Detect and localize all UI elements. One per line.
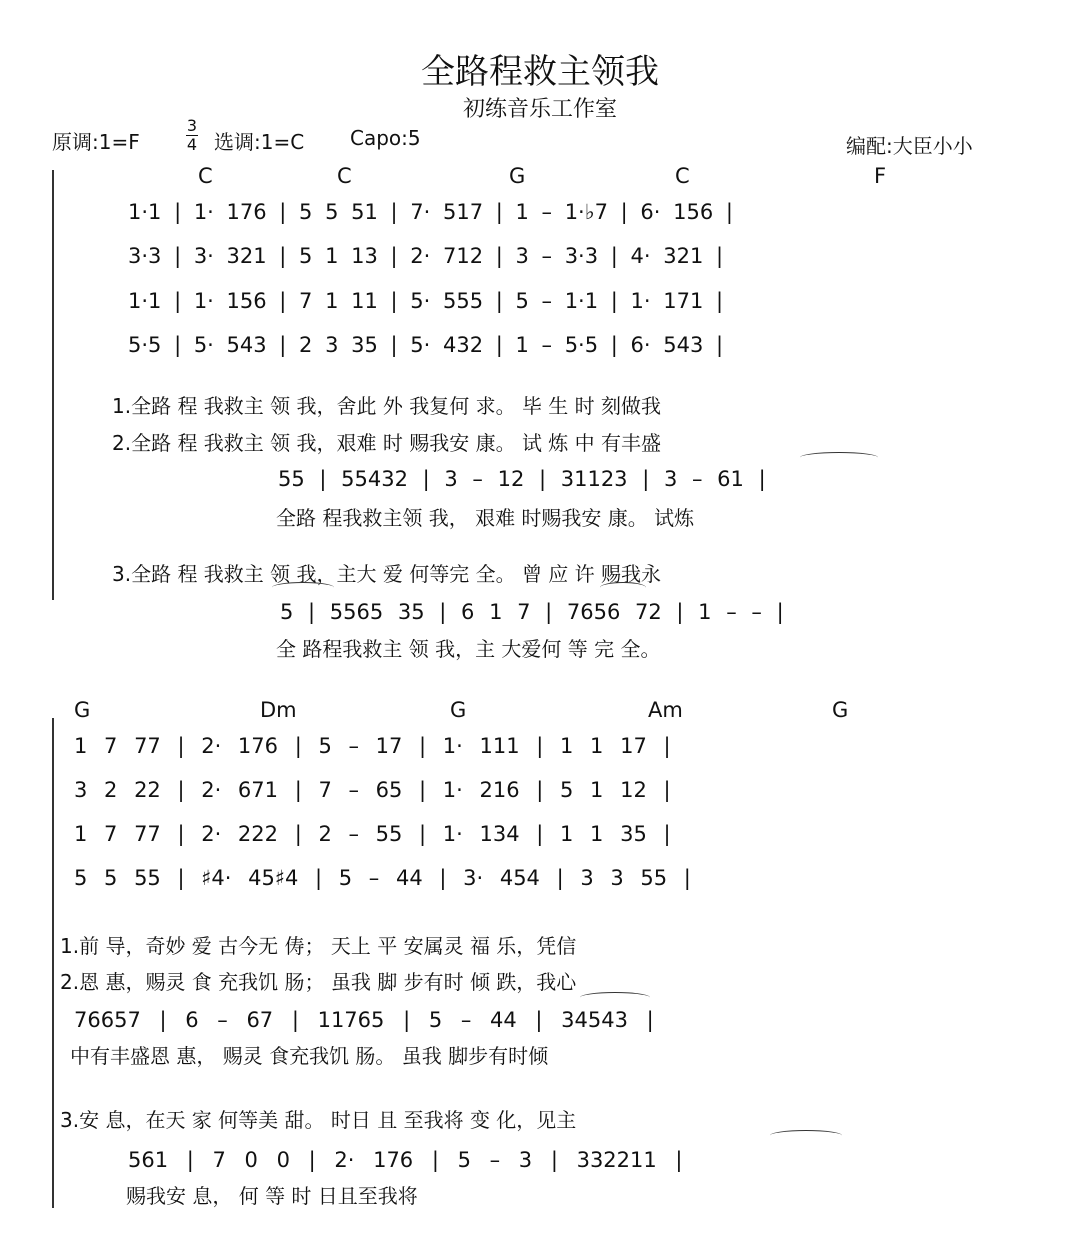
- harmony-lyric: 全 路程我救主 领 我，主 大爱何 等 完 全。: [276, 637, 661, 661]
- page-title: 全路程救主领我: [421, 52, 659, 92]
- tie-mark: [580, 992, 650, 1003]
- chord-label: C: [337, 164, 352, 188]
- page-subtitle: 初练音乐工作室: [462, 97, 617, 122]
- time-signature: [186, 118, 198, 153]
- tie-mark: [770, 1130, 842, 1141]
- chord-label: Am: [648, 698, 683, 722]
- notation-row: 1·1 | 1· 156 | 7 1 11 | 5· 555 | 5 – 1·1 | 1· 171 |: [128, 289, 724, 313]
- notation-row: 1 7 77 | 2· 176 | 5 – 17 | 1· 111 | 1 1 17 |: [74, 734, 671, 758]
- system2-brace: [52, 718, 54, 1208]
- tie-mark: [600, 582, 646, 593]
- lyric-verse-2: 2.全路 程 我救主 领 我，艰难 时 赐我安 康。 试 炼 中 有丰盛: [112, 431, 662, 455]
- original-key: 原调:1=F: [52, 130, 140, 154]
- chord-label: F: [874, 164, 887, 188]
- arranger: 编配:大臣小小: [846, 134, 973, 158]
- time-numerator: 3: [186, 116, 198, 135]
- chord-label: G: [74, 698, 91, 722]
- harmony-lyric: 全路 程我救主领 我， 艰难 时赐我安 康。 试炼: [276, 506, 695, 530]
- chord-label: C: [675, 164, 690, 188]
- harmony-lyric: 赐我安 息， 何 等 时 日且至我将: [126, 1184, 418, 1208]
- harmony-notes: 76657 | 6 – 67 | 11765 | 5 – 44 | 34543 |: [74, 1008, 654, 1032]
- notation-row: 3 2 22 | 2· 671 | 7 – 65 | 1· 216 | 5 1 12 |: [74, 778, 671, 802]
- harmony-notes: 5 | 5565 35 | 6 1 7 | 7656 72 | 1 – – |: [280, 600, 784, 624]
- chord-label: G: [832, 698, 849, 722]
- harmony-lyric: 中有丰盛恩 惠， 赐灵 食充我饥 肠。 虽我 脚步有时倾: [70, 1044, 549, 1068]
- lyric-verse-2: 2.恩 惠，赐灵 食 充我饥 肠； 虽我 脚 步有时 倾 跌，我心: [60, 970, 577, 994]
- selected-key: 选调:1=C: [214, 130, 305, 154]
- notation-row: 1·1 | 1· 176 | 5 5 51 | 7· 517 | 1 – 1·♭7 | 6· 156 |: [128, 200, 733, 224]
- chord-label: Dm: [260, 698, 297, 722]
- lyric-verse-1: 1.前 导，奇妙 爱 古今无 俦； 天上 平 安属灵 福 乐，凭信: [60, 934, 577, 958]
- notation-row: 3·3 | 3· 321 | 5 1 13 | 2· 712 | 3 – 3·3 | 4· 321 |: [128, 244, 724, 268]
- system1-brace: [52, 170, 54, 600]
- tie-mark: [800, 452, 878, 463]
- chord-label: G: [509, 164, 526, 188]
- chord-label: G: [450, 698, 467, 722]
- time-denominator: 4: [186, 135, 198, 154]
- lyric-verse-3: 3.全路 程 我救主 领 我，主大 爱 何等完 全。 曾 应 许 赐我永: [112, 562, 662, 586]
- harmony-notes: 55 | 55432 | 3 – 12 | 31123 | 3 – 61 |: [278, 467, 766, 491]
- notation-row: 5·5 | 5· 543 | 2 3 35 | 5· 432 | 1 – 5·5 | 6· 543 |: [128, 333, 724, 357]
- capo: Capo:5: [350, 126, 421, 150]
- notation-row: 5 5 55 | ♯4· 45♯4 | 5 – 44 | 3· 454 | 3 3 55 |: [74, 866, 691, 890]
- notation-row: 1 7 77 | 2· 222 | 2 – 55 | 1· 134 | 1 1 35 |: [74, 822, 671, 846]
- lyric-verse-3: 3.安 息，在天 家 何等美 甜。 时日 且 至我将 变 化，见主: [60, 1108, 577, 1132]
- chord-label: C: [198, 164, 213, 188]
- harmony-notes: 561 | 7 0 0 | 2· 176 | 5 – 3 | 332211 |: [128, 1148, 683, 1172]
- lyric-verse-1: 1.全路 程 我救主 领 我，舍此 外 我复何 求。 毕 生 时 刻做我: [112, 394, 662, 418]
- tie-mark: [272, 582, 334, 593]
